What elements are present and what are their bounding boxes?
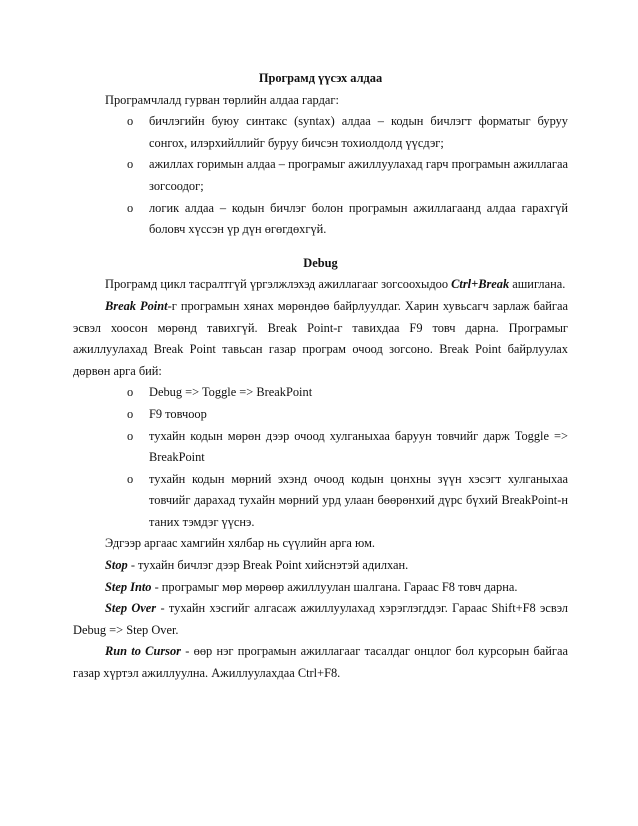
list-item-text: логик алдаа – кодын бичлэг болон програмын ажиллагаанд алдаа гарахгүй боловч хүссэн үр дүн өгөгдөхгүй. bbox=[149, 200, 568, 237]
command-description: - өөр нэг програмын ажиллагааг тасалдаг онцлог бол курсорын байгаа газар хүртэл ажиллуулна. Ажиллуулахдаа Ctrl+F8. bbox=[73, 644, 569, 681]
section-title-debug: Debug bbox=[303, 255, 338, 270]
list-item-text: Debug => Toggle => BreakPoint bbox=[149, 385, 313, 400]
command-description: - програмыг мөр мөрөөр ажиллуулан шалгана. Гараас F8 товч дарна. bbox=[151, 579, 518, 594]
command-name: Step Into bbox=[105, 579, 152, 594]
list-item bbox=[127, 198, 568, 241]
command-name: Step Over bbox=[105, 601, 157, 616]
intro-paragraph: Програмчлалд гурван төрлийн алдаа гардаг: bbox=[105, 92, 339, 107]
simplest-note: Эдгээр аргаас хамгийн хялбар нь сүүлийн арга юм. bbox=[105, 536, 376, 551]
bullet-marker: o bbox=[127, 157, 134, 172]
bullet-marker: o bbox=[127, 385, 134, 400]
debug-paragraph bbox=[73, 274, 568, 296]
command-step-into bbox=[73, 577, 568, 599]
breakpoint-term: Break Point bbox=[105, 298, 168, 313]
command-name: Run to Cursor bbox=[105, 644, 182, 659]
list-item-text: тухайн кодын мөрний эхэнд очоод кодын цонхны зүүн хэсэгт хулганыхаа товчийг дарахад тухайн мөрний урд улаан бөөрөнхий дүрс бүхий BreakPoint-н таних тэмдэг үүснэ. bbox=[149, 471, 568, 529]
list-item bbox=[127, 426, 568, 469]
bullet-marker: o bbox=[127, 406, 134, 421]
section-title-errors: Програмд үүсэх алдаа bbox=[258, 71, 383, 85]
debug-text-after: ашиглана. bbox=[509, 277, 566, 292]
command-name: Stop bbox=[105, 558, 128, 573]
list-item-text: F9 товчоор bbox=[149, 406, 207, 421]
error-types-list bbox=[73, 111, 568, 241]
list-item bbox=[127, 111, 568, 154]
bullet-marker: o bbox=[127, 428, 134, 443]
command-description: - тухайн бичлэг дээр Break Point хийснэтэй адилхан. bbox=[127, 558, 409, 573]
list-item-text: ажиллах горимын алдаа – програмыг ажиллуулахад гарч програмын ажиллагаа зогсоодог; bbox=[149, 157, 568, 193]
command-stop bbox=[73, 555, 568, 577]
list-item bbox=[127, 469, 568, 534]
list-item-text: тухайн кодын мөрөн дээр очоод хулганыхаа баруун товчийг дарж Toggle => BreakPoint bbox=[149, 428, 568, 465]
bullet-marker: o bbox=[127, 114, 134, 129]
list-item-text: бичлэгийн буюу синтакс (syntax) алдаа – кодын бичлэгт форматыг буруу сонгох, илэрхийллийг буруу бичсэн тохиолдолд үүсдэг; bbox=[149, 114, 568, 150]
list-item bbox=[127, 154, 568, 197]
breakpoint-paragraph bbox=[73, 296, 568, 382]
breakpoint-methods-list bbox=[73, 382, 568, 533]
list-item bbox=[127, 382, 568, 404]
list-item bbox=[127, 404, 568, 426]
debug-text: Програмд цикл тасралтгүй үргэлжлэхэд ажиллагааг зогсоохыдоо bbox=[105, 277, 452, 292]
bullet-marker: o bbox=[127, 471, 134, 486]
command-description: - тухайн хэсгийг алгасаж ажиллуулахад хэрэглэгддэг. Гараас Shift+F8 эсвэл Debug => Step Over. bbox=[73, 601, 568, 637]
breakpoint-text: -г програмын хянах мөрөндөө байрлуулдаг. Харин хувьсагч зарлаж байгаа эсвэл хоосон мөрөнд тавихгүй. Break Point-г тавихдаа F9 товч дарна. Програмыг ажиллуулахад Break Point тавьсан газар програм очоод зогсоно. Break Point байрлуулах дөрвөн арга бий: bbox=[73, 298, 568, 378]
command-run-to-cursor bbox=[73, 641, 568, 684]
command-step-over bbox=[73, 598, 568, 641]
ctrl-break-shortcut: Ctrl+Break bbox=[451, 277, 510, 292]
bullet-marker: o bbox=[127, 200, 134, 215]
